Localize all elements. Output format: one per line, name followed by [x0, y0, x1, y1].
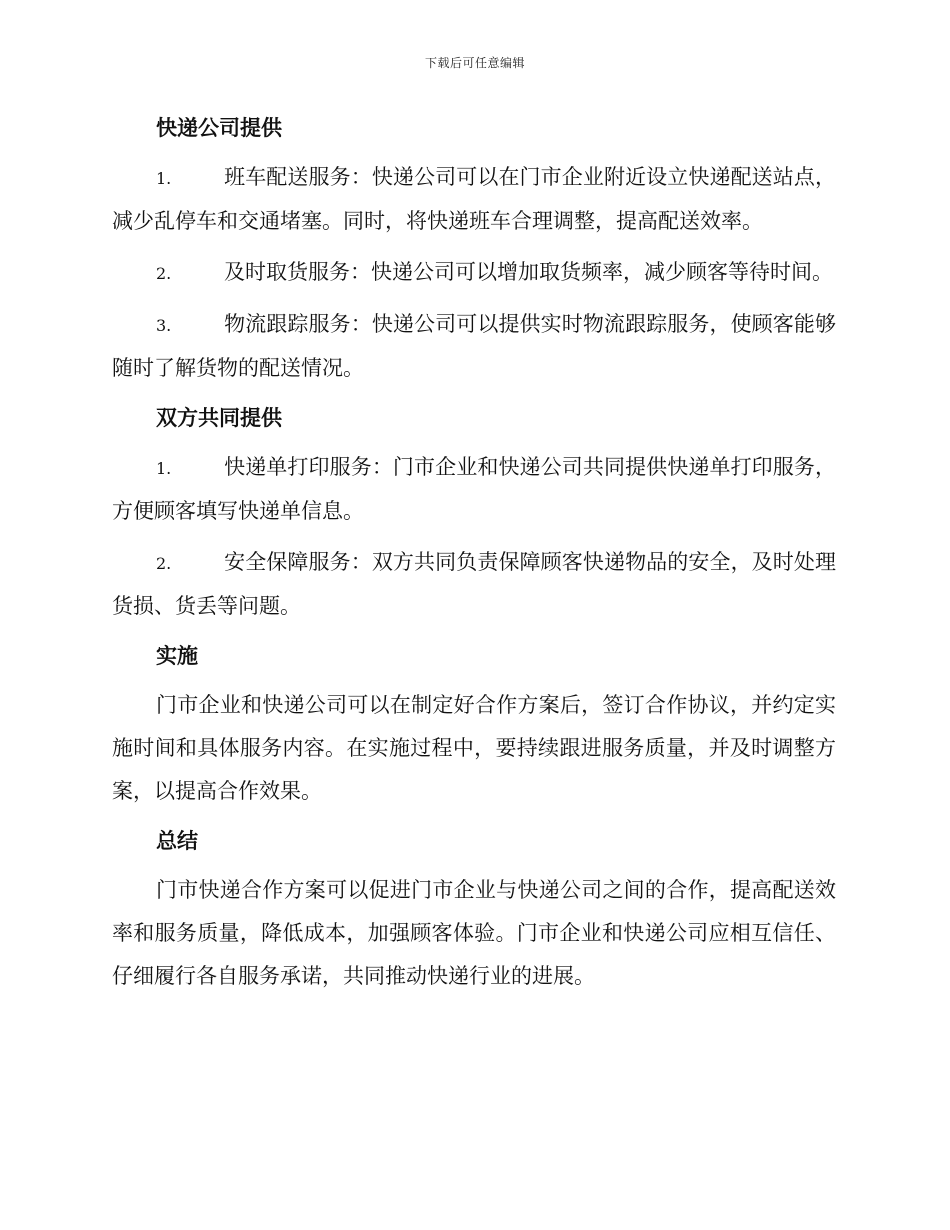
list-item: [112, 541, 836, 628]
list-number: 1.: [156, 459, 172, 478]
document-body: [112, 108, 836, 1006]
list-text: 快递单打印服务：门市企业和快递公司共同提供快递单打印服务，方便顾客填写快递单信息。: [112, 455, 836, 523]
list-item: [112, 446, 836, 533]
section-heading: 双方共同提供: [156, 406, 282, 430]
list-text: 及时取货服务：快递公司可以增加取货频率，减少顾客等待时间。: [224, 260, 833, 284]
section-heading: 总结: [156, 829, 198, 853]
list-item: [112, 156, 836, 243]
list-number: 1.: [156, 169, 172, 188]
list-text: 班车配送服务：快递公司可以在门市企业附近设立快递配送站点，减少乱停车和交通堵塞。同时，将快递班车合理调整，提高配送效率。: [112, 165, 836, 233]
list-text: 物流跟踪服务：快递公司可以提供实时物流跟踪服务，使顾客能够随时了解货物的配送情况。: [112, 312, 836, 380]
list-item: [112, 251, 836, 295]
section-heading: 实施: [156, 644, 198, 668]
list-item: [112, 303, 836, 390]
section-heading: 快递公司提供: [156, 116, 282, 140]
list-number: 2.: [156, 554, 172, 573]
list-number: 3.: [156, 316, 172, 335]
body-paragraph: 门市企业和快递公司可以在制定好合作方案后，签订合作协议，并约定实施时间和具体服务内容。在实施过程中，要持续跟进服务质量，并及时调整方案，以提高合作效果。: [112, 693, 836, 803]
page-header: 下载后可任意编辑: [424, 56, 525, 70]
body-paragraph: 门市快递合作方案可以促进门市企业与快递公司之间的合作，提高配送效率和服务质量，降低成本，加强顾客体验。门市企业和快递公司应相互信任、仔细履行各自服务承诺，共同推动快递行业的进展。: [112, 878, 836, 988]
list-text: 安全保障服务：双方共同负责保障顾客快递物品的安全，及时处理货损、货丢等问题。: [112, 550, 836, 618]
list-number: 2.: [156, 264, 172, 283]
